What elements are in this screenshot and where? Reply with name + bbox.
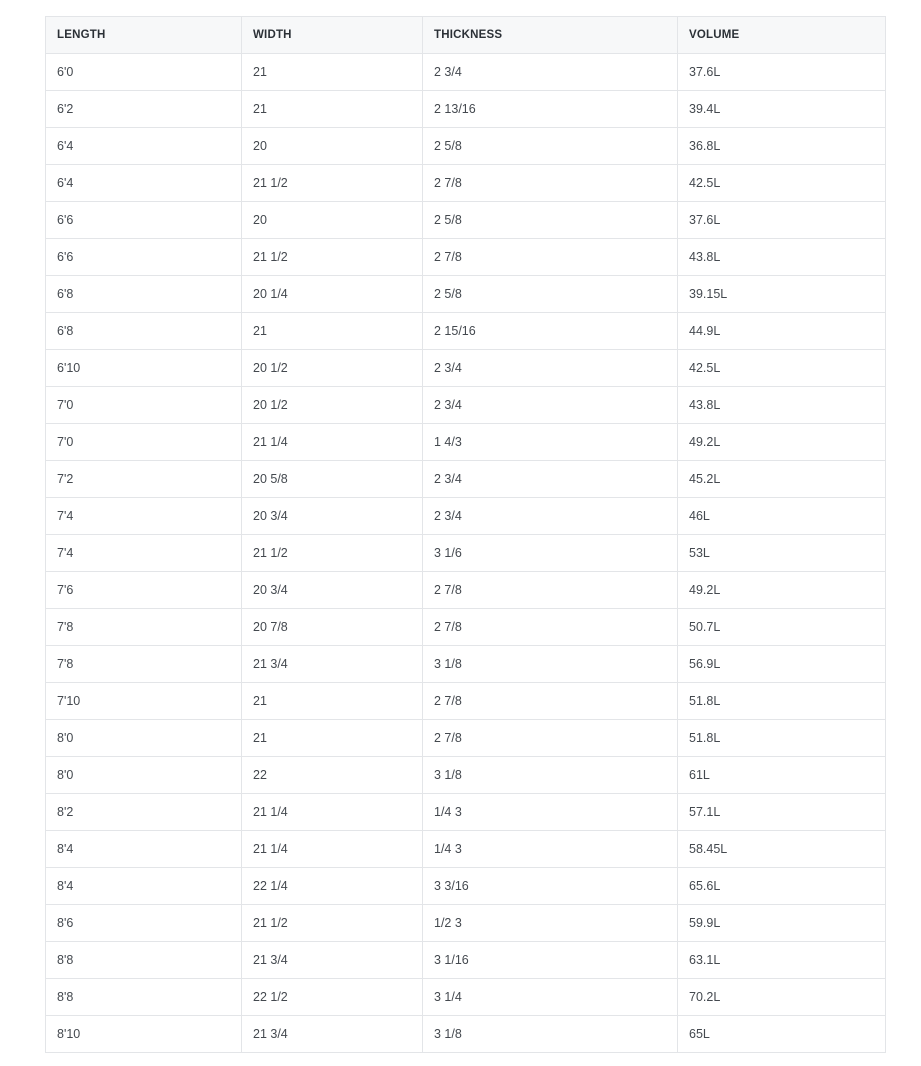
cell-thickness: 2 7/8 (423, 239, 678, 276)
cell-length: 6'0 (46, 54, 242, 91)
cell-length: 8'10 (46, 1016, 242, 1053)
cell-volume: 42.5L (678, 350, 886, 387)
cell-thickness: 2 3/4 (423, 461, 678, 498)
cell-width: 21 1/2 (242, 535, 423, 572)
table-header (46, 17, 886, 54)
table-row (46, 54, 886, 91)
cell-volume: 57.1L (678, 794, 886, 831)
cell-volume: 56.9L (678, 646, 886, 683)
cell-volume: 51.8L (678, 720, 886, 757)
cell-length: 7'10 (46, 683, 242, 720)
cell-thickness: 1/2 3 (423, 905, 678, 942)
cell-length: 7'8 (46, 646, 242, 683)
cell-length: 7'4 (46, 498, 242, 535)
cell-width: 20 5/8 (242, 461, 423, 498)
table-row (46, 794, 886, 831)
cell-length: 7'6 (46, 572, 242, 609)
cell-thickness: 2 15/16 (423, 313, 678, 350)
table-row (46, 1016, 886, 1053)
header-length: LENGTH (46, 17, 242, 54)
cell-width: 21 (242, 720, 423, 757)
table-row (46, 350, 886, 387)
cell-width: 21 (242, 54, 423, 91)
cell-length: 6'10 (46, 350, 242, 387)
cell-volume: 45.2L (678, 461, 886, 498)
table-row (46, 461, 886, 498)
cell-volume: 36.8L (678, 128, 886, 165)
cell-width: 21 (242, 683, 423, 720)
cell-width: 21 3/4 (242, 942, 423, 979)
cell-volume: 53L (678, 535, 886, 572)
cell-length: 8'6 (46, 905, 242, 942)
cell-volume: 43.8L (678, 239, 886, 276)
cell-volume: 39.15L (678, 276, 886, 313)
cell-length: 7'8 (46, 609, 242, 646)
cell-length: 6'4 (46, 165, 242, 202)
cell-volume: 39.4L (678, 91, 886, 128)
cell-volume: 61L (678, 757, 886, 794)
table-row (46, 387, 886, 424)
cell-volume: 44.9L (678, 313, 886, 350)
cell-thickness: 2 7/8 (423, 165, 678, 202)
cell-width: 20 (242, 202, 423, 239)
cell-volume: 70.2L (678, 979, 886, 1016)
cell-thickness: 2 7/8 (423, 683, 678, 720)
cell-length: 6'4 (46, 128, 242, 165)
table-row (46, 498, 886, 535)
cell-width: 21 1/4 (242, 424, 423, 461)
cell-volume: 49.2L (678, 424, 886, 461)
table-row (46, 942, 886, 979)
cell-volume: 58.45L (678, 831, 886, 868)
cell-thickness: 3 1/8 (423, 757, 678, 794)
cell-width: 21 1/2 (242, 239, 423, 276)
cell-width: 20 1/2 (242, 350, 423, 387)
cell-width: 20 (242, 128, 423, 165)
cell-width: 21 1/4 (242, 794, 423, 831)
cell-thickness: 2 3/4 (423, 54, 678, 91)
cell-thickness: 2 5/8 (423, 202, 678, 239)
table-row (46, 202, 886, 239)
cell-width: 21 1/2 (242, 905, 423, 942)
cell-width: 21 3/4 (242, 1016, 423, 1053)
table-body (46, 54, 886, 1053)
table-row (46, 720, 886, 757)
cell-width: 22 1/2 (242, 979, 423, 1016)
cell-volume: 37.6L (678, 202, 886, 239)
cell-thickness: 3 1/6 (423, 535, 678, 572)
size-table (45, 16, 886, 1053)
cell-thickness: 2 7/8 (423, 720, 678, 757)
table-row (46, 572, 886, 609)
table-row (46, 239, 886, 276)
cell-thickness: 2 3/4 (423, 498, 678, 535)
cell-length: 8'2 (46, 794, 242, 831)
cell-thickness: 3 3/16 (423, 868, 678, 905)
cell-thickness: 1/4 3 (423, 831, 678, 868)
cell-volume: 37.6L (678, 54, 886, 91)
cell-length: 8'4 (46, 831, 242, 868)
cell-width: 20 1/2 (242, 387, 423, 424)
cell-volume: 59.9L (678, 905, 886, 942)
cell-width: 20 1/4 (242, 276, 423, 313)
cell-thickness: 3 1/8 (423, 646, 678, 683)
cell-width: 21 3/4 (242, 646, 423, 683)
cell-volume: 65L (678, 1016, 886, 1053)
cell-width: 21 1/2 (242, 165, 423, 202)
cell-thickness: 1 4/3 (423, 424, 678, 461)
table-row (46, 868, 886, 905)
table-row (46, 535, 886, 572)
cell-length: 7'2 (46, 461, 242, 498)
table-row (46, 128, 886, 165)
cell-thickness: 2 3/4 (423, 350, 678, 387)
cell-width: 22 1/4 (242, 868, 423, 905)
cell-thickness: 3 1/16 (423, 942, 678, 979)
table-row (46, 91, 886, 128)
cell-length: 6'2 (46, 91, 242, 128)
cell-width: 20 3/4 (242, 572, 423, 609)
cell-volume: 51.8L (678, 683, 886, 720)
header-width: WIDTH (242, 17, 423, 54)
table-row (46, 979, 886, 1016)
cell-volume: 42.5L (678, 165, 886, 202)
cell-length: 8'8 (46, 979, 242, 1016)
cell-length: 8'8 (46, 942, 242, 979)
cell-length: 6'8 (46, 313, 242, 350)
size-chart (45, 16, 885, 1053)
table-row (46, 646, 886, 683)
cell-thickness: 2 7/8 (423, 572, 678, 609)
cell-thickness: 3 1/4 (423, 979, 678, 1016)
header-thickness: THICKNESS (423, 17, 678, 54)
table-row (46, 313, 886, 350)
cell-thickness: 2 3/4 (423, 387, 678, 424)
cell-volume: 50.7L (678, 609, 886, 646)
cell-thickness: 3 1/8 (423, 1016, 678, 1053)
table-row (46, 165, 886, 202)
cell-width: 22 (242, 757, 423, 794)
cell-thickness: 2 7/8 (423, 609, 678, 646)
table-row (46, 757, 886, 794)
header-volume: VOLUME (678, 17, 886, 54)
cell-length: 7'4 (46, 535, 242, 572)
cell-length: 6'6 (46, 239, 242, 276)
cell-length: 8'0 (46, 720, 242, 757)
table-row (46, 683, 886, 720)
cell-length: 6'8 (46, 276, 242, 313)
cell-volume: 49.2L (678, 572, 886, 609)
cell-width: 21 1/4 (242, 831, 423, 868)
cell-length: 7'0 (46, 424, 242, 461)
table-row (46, 831, 886, 868)
cell-width: 20 7/8 (242, 609, 423, 646)
cell-volume: 65.6L (678, 868, 886, 905)
cell-length: 6'6 (46, 202, 242, 239)
cell-thickness: 1/4 3 (423, 794, 678, 831)
cell-thickness: 2 5/8 (423, 128, 678, 165)
header-row (46, 17, 886, 54)
cell-length: 8'0 (46, 757, 242, 794)
cell-volume: 43.8L (678, 387, 886, 424)
cell-width: 20 3/4 (242, 498, 423, 535)
cell-volume: 63.1L (678, 942, 886, 979)
cell-length: 8'4 (46, 868, 242, 905)
cell-width: 21 (242, 91, 423, 128)
cell-width: 21 (242, 313, 423, 350)
table-row (46, 905, 886, 942)
cell-thickness: 2 13/16 (423, 91, 678, 128)
table-row (46, 276, 886, 313)
cell-length: 7'0 (46, 387, 242, 424)
table-row (46, 609, 886, 646)
cell-thickness: 2 5/8 (423, 276, 678, 313)
cell-volume: 46L (678, 498, 886, 535)
table-row (46, 424, 886, 461)
